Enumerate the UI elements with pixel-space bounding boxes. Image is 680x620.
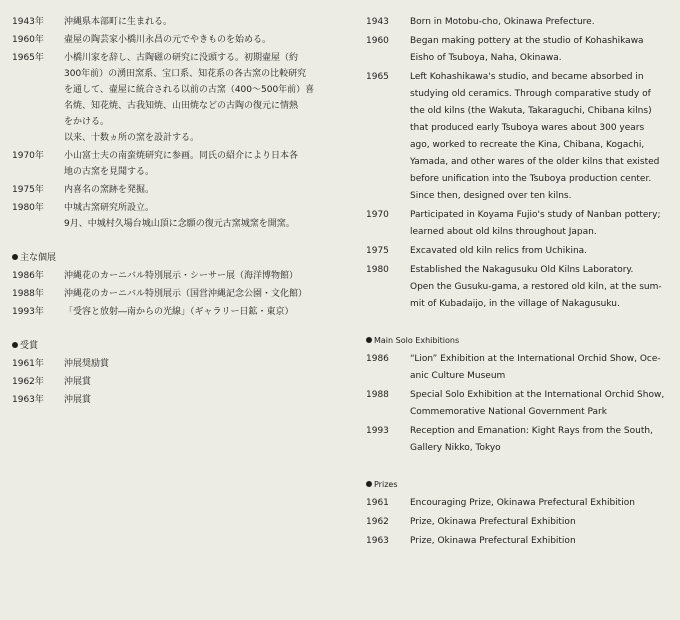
bullet-icon <box>12 254 18 260</box>
entry-line: Yamada, and other wares of the older kilns that existed <box>410 157 660 167</box>
entry-line: Left Kohashikawa's studio, and became absorbed in <box>410 72 644 82</box>
entry-text <box>410 207 666 241</box>
entry-line: 沖展賞 <box>64 395 92 405</box>
bullet-icon <box>366 337 372 343</box>
entry-text <box>64 356 342 372</box>
entry-text <box>410 243 666 260</box>
entry-row <box>12 392 342 408</box>
entry-text <box>410 262 666 313</box>
entry-row <box>12 32 342 48</box>
entry-line: Prize, Okinawa Prefectural Exhibition <box>410 536 576 546</box>
entry-year: 1943 <box>366 17 389 27</box>
entry-line: 中城古窯研究所設立。 <box>64 203 155 213</box>
entry-text <box>64 268 342 284</box>
entry-row <box>12 14 342 30</box>
entry-year: 1970 <box>366 210 389 220</box>
entry-text <box>64 286 342 302</box>
entry-line: 9月、中城村久場台城山頂に念願の復元古窯城窯を開窯。 <box>64 219 295 229</box>
entry-row <box>366 514 666 531</box>
entry-line: 沖縄県本部町に生まれる。 <box>64 17 173 27</box>
entry-line: 沖展賞 <box>64 377 92 387</box>
entry-row <box>366 351 666 385</box>
entry-year: 1961年 <box>12 359 44 369</box>
exhibitions-ja <box>12 268 342 320</box>
entry-text <box>64 50 342 146</box>
entry-row <box>366 262 666 313</box>
entry-line: 「受容と放射―南からの光線」（ギャラリー日鉱・東京） <box>64 307 294 317</box>
exhibitions-heading-ja: 主な個展 <box>12 250 342 266</box>
entry-line: 沖縄花のカーニバル特別展示（国営沖縄記念公園・文化館） <box>64 289 308 299</box>
exhibitions-en <box>366 351 666 457</box>
bullet-icon <box>12 342 18 348</box>
entry-text <box>410 14 666 31</box>
entry-line: Open the Gusuku-gama, a restored old kiln, at the sum- <box>410 282 662 292</box>
entry-line: 300年前）の湧田窯系、宝口系、知花系の各古窯の比較研究 <box>64 69 307 79</box>
entry-text <box>64 392 342 408</box>
entry-line: ago, worked to recreate the Kina, Chibana, Kogachi, <box>410 140 645 150</box>
entry-row <box>366 533 666 550</box>
entry-year: 1980 <box>366 265 389 275</box>
entry-year: 1963 <box>366 536 389 546</box>
entry-text <box>410 514 666 531</box>
entry-row <box>12 356 342 372</box>
chronology-ja <box>12 14 342 232</box>
entry-year: 1960 <box>366 36 389 46</box>
entry-text <box>64 374 342 390</box>
entry-row <box>12 286 342 302</box>
entry-line: Born in Motobu-cho, Okinawa Prefecture. <box>410 17 595 27</box>
entry-line: Established the Nakagusuku Old Kilns Laboratory. <box>410 265 634 275</box>
entry-text <box>410 387 666 421</box>
entry-line: mit of Kubadaijo, in the village of Nakagusuku. <box>410 299 620 309</box>
prizes-heading-en: Prizes <box>366 476 666 493</box>
entry-year: 1960年 <box>12 35 44 45</box>
entry-text <box>410 533 666 550</box>
entry-line: Prize, Okinawa Prefectural Exhibition <box>410 517 576 527</box>
prizes-en <box>366 495 666 550</box>
entry-text <box>410 69 666 205</box>
entry-year: 1970年 <box>12 151 44 161</box>
entry-line: Eisho of Tsuboya, Naha, Okinawa. <box>410 53 562 63</box>
entry-text <box>64 14 342 30</box>
entry-year: 1980年 <box>12 203 44 213</box>
entry-row <box>12 200 342 232</box>
entry-row <box>12 374 342 390</box>
entry-line: 小山富士夫の南蛮焼研究に参画。同氏の紹介により日本各 <box>64 151 299 161</box>
japanese-column <box>12 14 342 410</box>
entry-line: 地の古窯を見聞する。 <box>64 167 155 177</box>
entry-year: 1988 <box>366 390 389 400</box>
entry-line: that produced early Tsuboya wares about 300 years <box>410 123 645 133</box>
entry-text <box>64 148 342 180</box>
prizes-ja <box>12 356 342 408</box>
entry-line: Participated in Koyama Fujio's study of Nanban pottery; <box>410 210 661 220</box>
entry-year: 1965 <box>366 72 389 82</box>
entry-line: Gallery Nikko, Tokyo <box>410 443 501 453</box>
entry-year: 1961 <box>366 498 389 508</box>
entry-line: Excavated old kiln relics from Uchikina. <box>410 246 588 256</box>
entry-text <box>64 182 342 198</box>
entry-row <box>366 207 666 241</box>
entry-line: Reception and Emanation: Kight Rays from the South, <box>410 426 653 436</box>
entry-row <box>366 33 666 67</box>
entry-line: anic Culture Museum <box>410 371 506 381</box>
entry-row <box>366 423 666 457</box>
entry-text <box>410 495 666 512</box>
entry-text <box>410 33 666 67</box>
entry-line: 内喜名の窯跡を発掘。 <box>64 185 155 195</box>
entry-year: 1943年 <box>12 17 44 27</box>
entry-line: Special Solo Exhibition at the International Orchid Show, <box>410 390 665 400</box>
entry-line: studying old ceramics. Through comparative study of <box>410 89 651 99</box>
entry-line: Began making pottery at the studio of Kohashikawa <box>410 36 644 46</box>
entry-line: the old kilns (the Wakuta, Takaraguchi, Chibana kilns) <box>410 106 652 116</box>
entry-text <box>64 200 342 232</box>
entry-line: 以来、十数ヵ所の窯を設計する。 <box>64 133 200 143</box>
entry-row <box>12 182 342 198</box>
entry-year: 1993 <box>366 426 389 436</box>
entry-text <box>64 304 342 320</box>
entry-line: Commemorative National Government Park <box>410 407 607 417</box>
chronology-en <box>366 14 666 313</box>
entry-row <box>366 69 666 205</box>
entry-row <box>12 148 342 180</box>
entry-text <box>410 351 666 385</box>
entry-row <box>12 304 342 320</box>
entry-line: “Lion” Exhibition at the International Orchid Show, Oce- <box>410 354 661 364</box>
entry-year: 1975 <box>366 246 389 256</box>
entry-line: Since then, designed over ten kilns. <box>410 191 572 201</box>
entry-line: 小橋川家を辞し、古陶磁の研究に没頭する。初期壷屋（約 <box>64 53 299 63</box>
entry-text <box>64 32 342 48</box>
entry-line: をかける。 <box>64 117 110 127</box>
entry-line: 壷屋の陶芸家小橋川永昌の元でやきものを始める。 <box>64 35 272 45</box>
entry-line: 沖展奨励賞 <box>64 359 110 369</box>
prizes-heading-ja: 受賞 <box>12 338 342 354</box>
english-column <box>366 14 666 552</box>
entry-year: 1975年 <box>12 185 44 195</box>
entry-row <box>366 14 666 31</box>
entry-line: before unification into the Tsuboya production center. <box>410 174 652 184</box>
entry-line: Encouraging Prize, Okinawa Prefectural Exhibition <box>410 498 635 508</box>
entry-line: learned about old kilns throughout Japan. <box>410 227 597 237</box>
entry-row <box>366 495 666 512</box>
entry-year: 1988年 <box>12 289 44 299</box>
entry-year: 1962 <box>366 517 389 527</box>
entry-year: 1962年 <box>12 377 44 387</box>
entry-row <box>12 268 342 284</box>
entry-year: 1963年 <box>12 395 44 405</box>
entry-year: 1965年 <box>12 53 44 63</box>
entry-line: 沖縄花のカーニバル特別展示・シーサー展（海洋博物館） <box>64 271 299 281</box>
entry-line: を通して、壷屋に統合される以前の古窯（400～500年前）喜 <box>64 85 315 95</box>
entry-row <box>366 387 666 421</box>
entry-row <box>366 243 666 260</box>
entry-text <box>410 423 666 457</box>
bullet-icon <box>366 481 372 487</box>
entry-row <box>12 50 342 146</box>
entry-year: 1986 <box>366 354 389 364</box>
entry-line: 名焼、知花焼、古我知焼、山田焼などの古陶の復元に情熱 <box>64 101 299 111</box>
exhibitions-heading-en: Main Solo Exhibitions <box>366 332 666 349</box>
entry-year: 1993年 <box>12 307 44 317</box>
entry-year: 1986年 <box>12 271 44 281</box>
